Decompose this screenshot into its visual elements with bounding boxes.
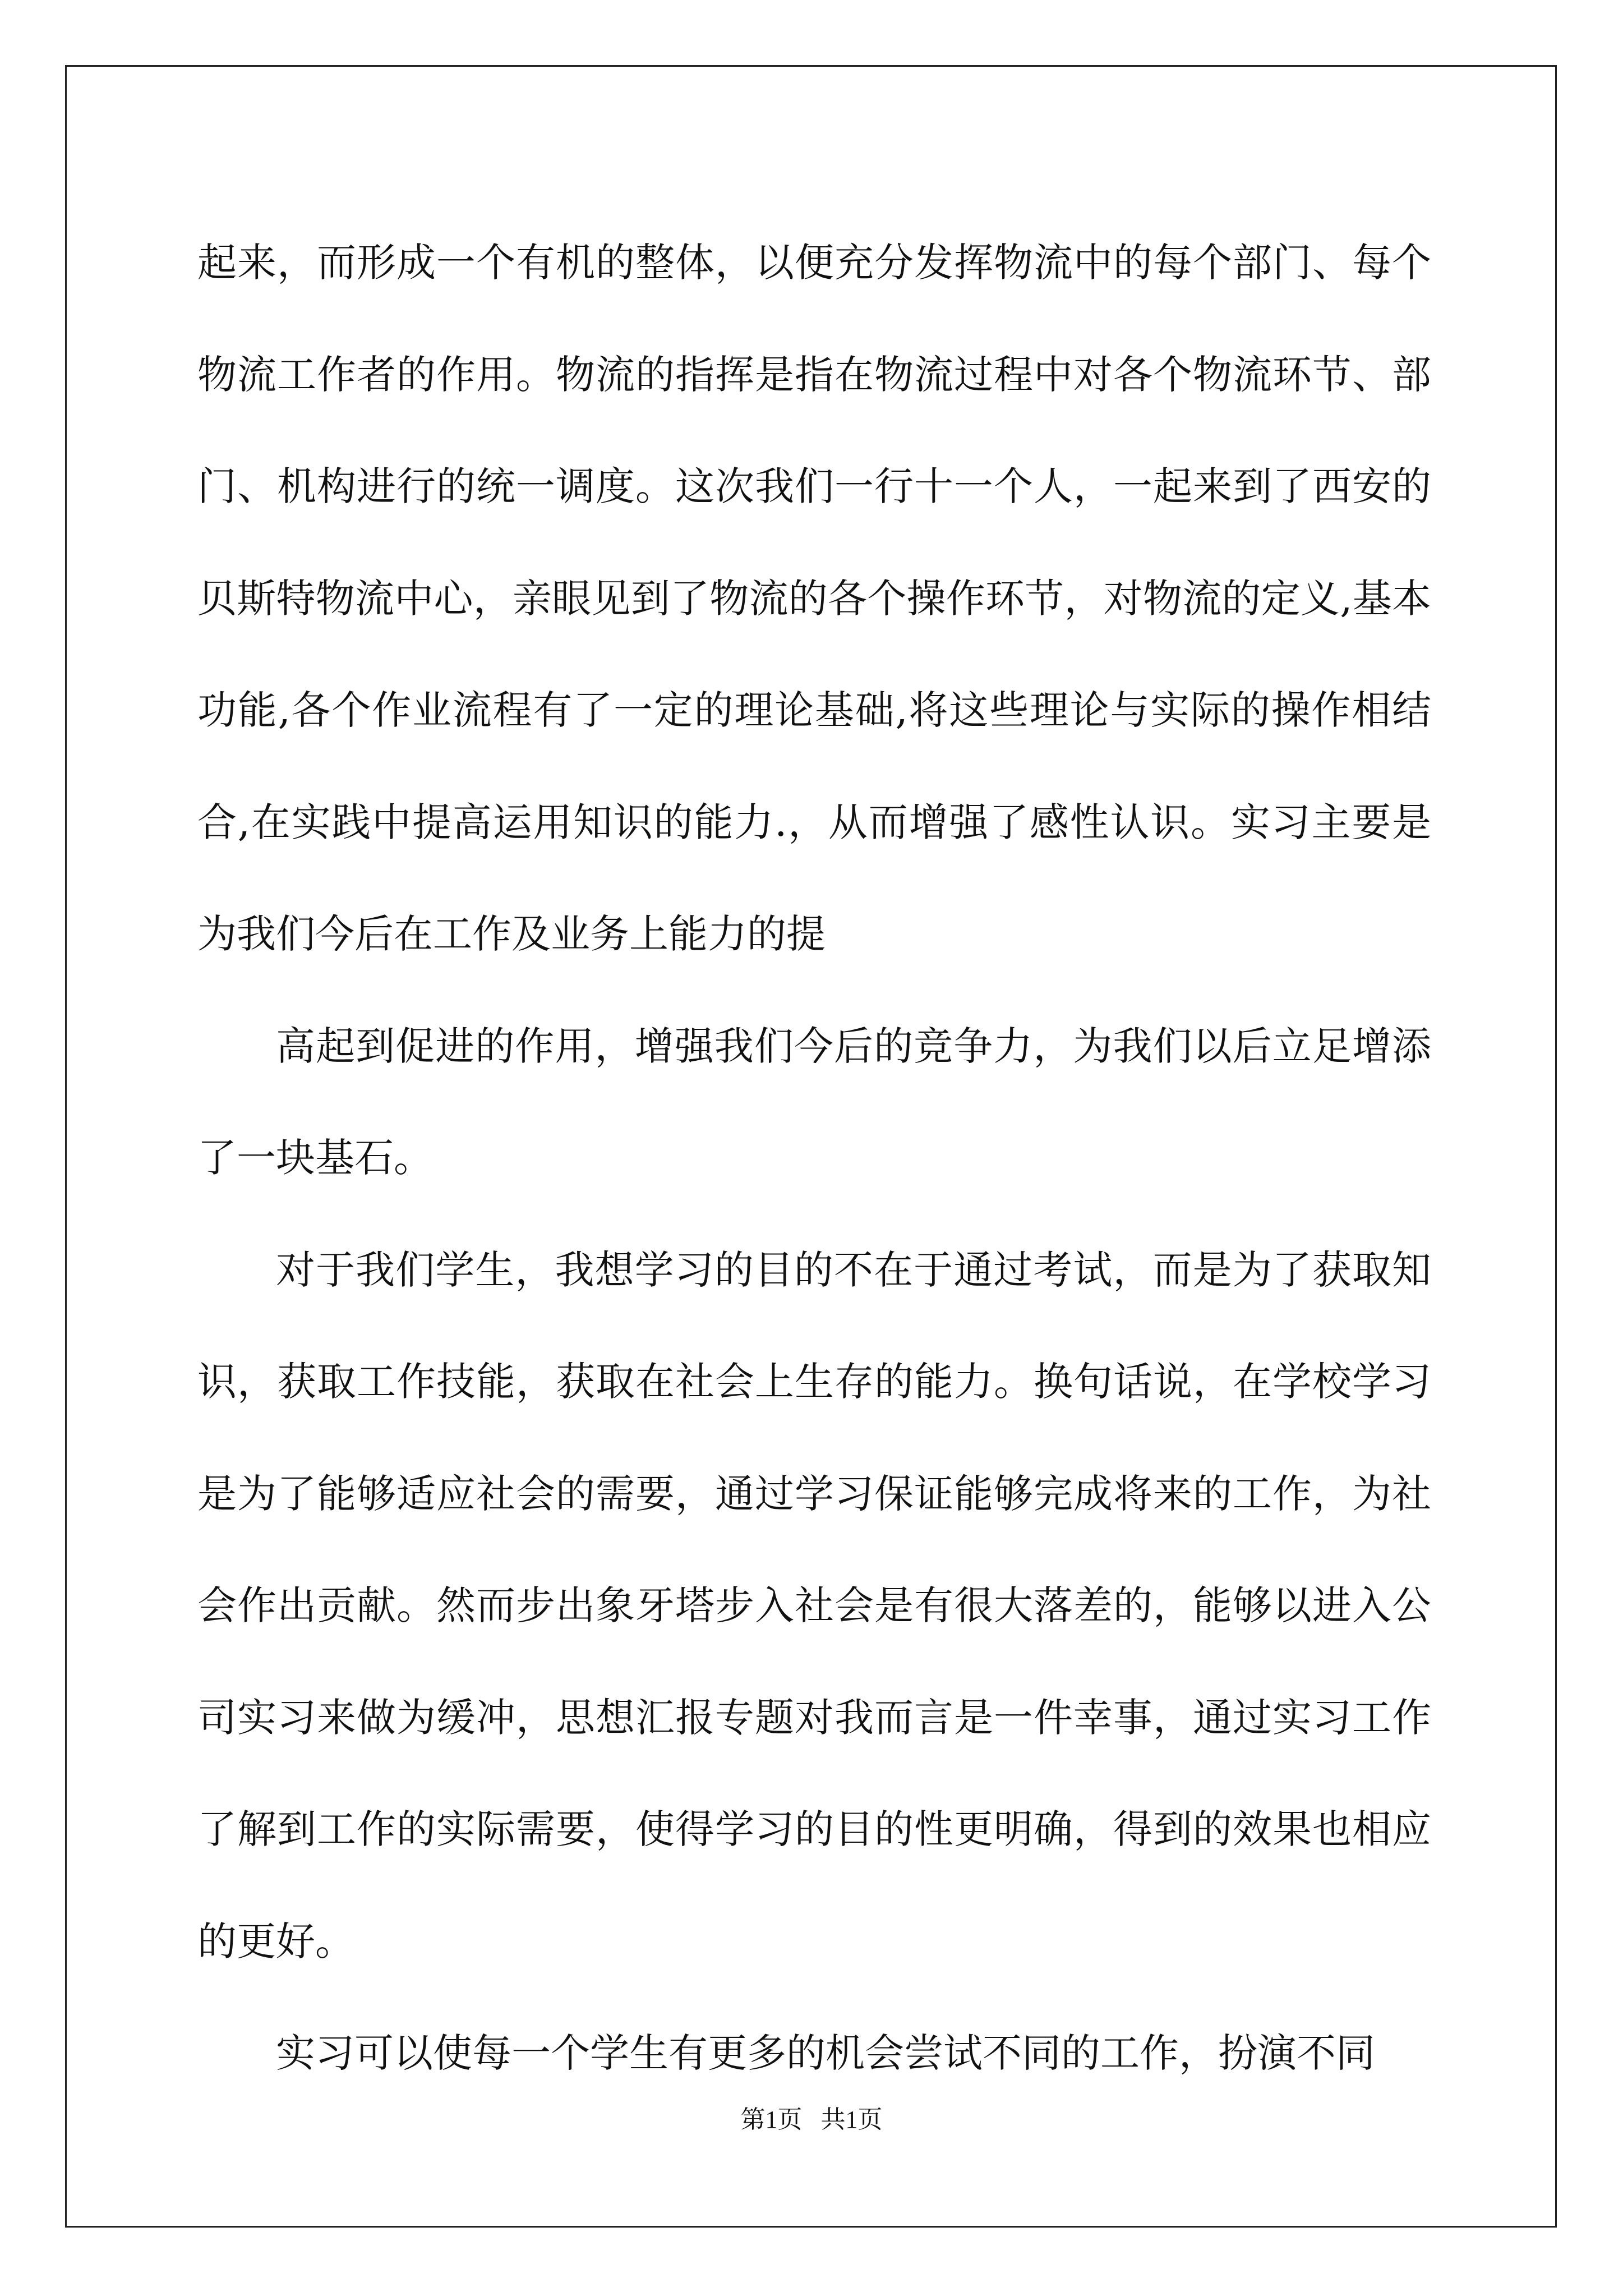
page-number-footer: 第1页 共1页	[740, 2106, 883, 2133]
paragraph-1: 起来，而形成一个有机的整体，以便充分发挥物流中的每个部门、每个物流工作者的作用。物流的指挥是指在物流过程中对各个物流环节、部门、机构进行的统一调度。这次我们一行十一个人，一起来到了西安的贝斯特物流中心，亲眼见到了物流的各个操作环节，对物流的定义,基本功能,各个作业流程有了一定的理论基础,将这些理论与实际的操作相结合,在实践中提高运用知识的能力.，从而增强了感性认识。实习主要是为我们今后在工作及业务上能力的提	[197, 240, 1431, 957]
document-body	[197, 207, 1431, 2110]
paragraph-4: 实习可以使每一个学生有更多的机会尝试不同的工作，扮演不同	[276, 2030, 1375, 2076]
paragraph-2: 高起到促进的作用，增强我们今后的竞争力，为我们以后立足增添了一块基石。	[197, 1023, 1431, 1181]
paragraph-3: 对于我们学生，我想学习的目的不在于通过考试，而是为了获取知识，获取工作技能，获取在社会上生存的能力。换句话说，在学校学习是为了能够适应社会的需要，通过学习保证能够完成将来的工作，为社会作出贡献。然而步出象牙塔步入社会是有很大落差的，能够以进入公司实习来做为缓冲，思想汇报专题对我而言是一件幸事，通过实习工作了解到工作的实际需要，使得学习的目的性更明确，得到的效果也相应的更好。	[197, 1246, 1431, 1964]
